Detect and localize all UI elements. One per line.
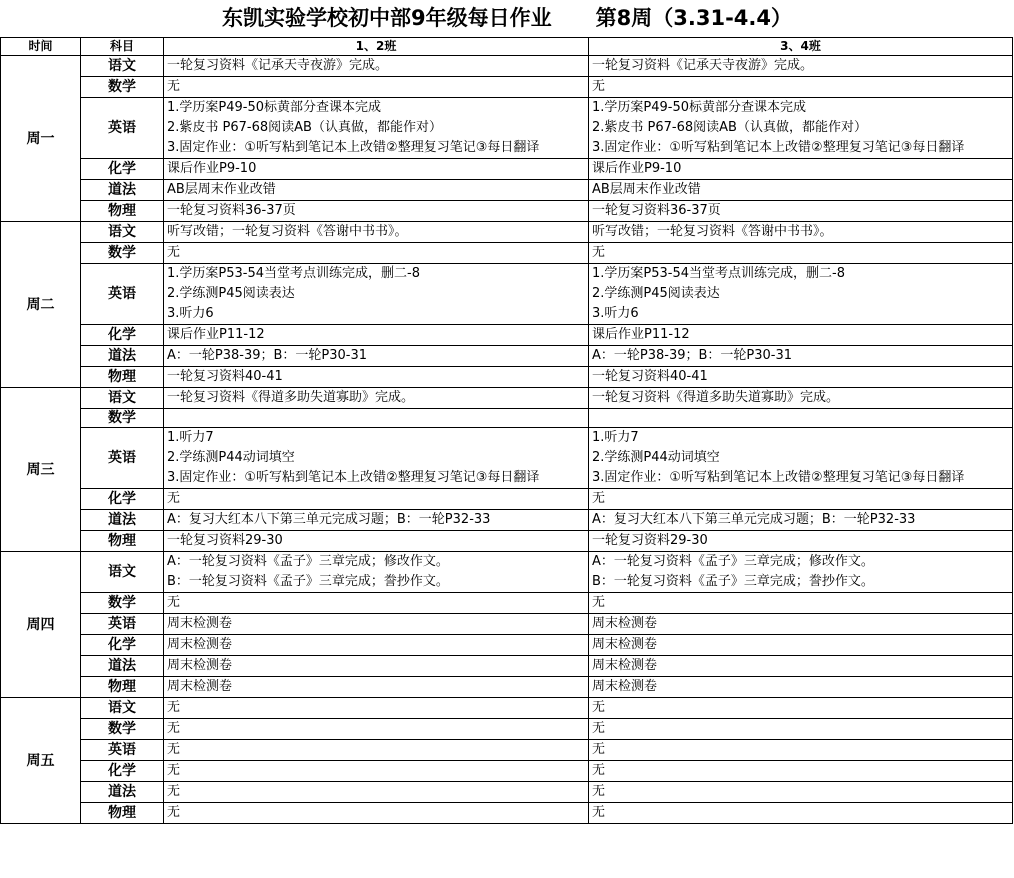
table-row [1,552,1013,593]
homework-cell-class-3-4 [589,428,1013,489]
homework-cell-class-1-2 [164,346,589,367]
homework-line: 3.固定作业：①听写粘到笔记本上改错②整理复习笔记③每日翻译 [592,470,965,485]
subject-label: 化学 [81,635,164,656]
day-label: 周五 [1,698,81,824]
homework-line: 周末检测卷 [592,637,658,652]
homework-line: 一轮复习资料40-41 [592,369,708,384]
homework-line: 周末检测卷 [167,658,233,673]
table-row [1,489,1013,510]
homework-cell-class-1-2 [164,222,589,243]
homework-line: 无 [592,79,606,94]
homework-line: 无 [592,805,606,820]
homework-cell-class-1-2 [164,782,589,803]
subject-label: 英语 [81,428,164,489]
homework-line: AB层周末作业改错 [167,182,276,197]
homework-cell-class-1-2 [164,761,589,782]
homework-line: 2.紫皮书 P67-68阅读AB（认真做，都能作对） [592,120,867,135]
homework-line: 无 [592,721,606,736]
homework-cell-class-1-2 [164,98,589,159]
homework-cell-class-3-4 [589,614,1013,635]
homework-line: 无 [592,595,606,610]
homework-cell-class-3-4 [589,552,1013,593]
homework-cell-class-3-4 [589,409,1013,428]
table-row [1,159,1013,180]
homework-line: 一轮复习资料29-30 [592,533,708,548]
subject-label: 数学 [81,77,164,98]
homework-cell-class-1-2 [164,56,589,77]
homework-cell-class-1-2 [164,656,589,677]
homework-line: 无 [592,784,606,799]
homework-line: 一轮复习资料36-37页 [592,203,721,218]
homework-cell-class-1-2 [164,552,589,593]
subject-label: 数学 [81,409,164,428]
homework-line: 一轮复习资料《记承天寺夜游》完成。 [167,58,389,73]
homework-line: 3.听力6 [167,306,214,321]
homework-line: 周末检测卷 [167,616,233,631]
subject-label: 英语 [81,614,164,635]
table-row [1,428,1013,489]
table-row [1,243,1013,264]
homework-line: A：一轮复习资料《孟子》三章完成；修改作文。 [167,554,449,569]
homework-line: 1.学历案P49-50标黄部分查课本完成 [592,100,807,115]
homework-line: 1.学历案P53-54当堂考点训练完成，删二-8 [167,266,420,281]
homework-cell-class-1-2 [164,635,589,656]
table-row [1,677,1013,698]
homework-cell-class-3-4 [589,346,1013,367]
homework-line: 周末检测卷 [167,679,233,694]
homework-line: 无 [167,491,181,506]
subject-label: 物理 [81,677,164,698]
table-row [1,635,1013,656]
table-row [1,698,1013,719]
homework-line: A：复习大红本八下第三单元完成习题；B：一轮P32-33 [592,512,916,527]
homework-line: B：一轮复习资料《孟子》三章完成；誊抄作文。 [592,574,874,589]
homework-cell-class-1-2 [164,698,589,719]
title-text: 东凯实验学校初中部9年级每日作业 [222,6,552,30]
homework-line: 无 [167,595,181,610]
homework-line: A：一轮复习资料《孟子》三章完成；修改作文。 [592,554,874,569]
homework-cell-class-1-2 [164,367,589,388]
table-row [1,740,1013,761]
page-title [0,0,1014,37]
homework-cell-class-3-4 [589,159,1013,180]
homework-cell-class-1-2 [164,614,589,635]
subject-label: 物理 [81,803,164,824]
homework-line: 无 [592,491,606,506]
homework-line: 无 [167,79,181,94]
subject-label: 化学 [81,325,164,346]
homework-line: 听写改错；一轮复习资料《答谢中书书》。 [592,224,833,239]
homework-cell-class-1-2 [164,428,589,489]
homework-line: 周末检测卷 [592,616,658,631]
homework-cell-class-1-2 [164,409,589,428]
subject-label: 道法 [81,782,164,803]
table-row [1,180,1013,201]
header-subject: 科目 [81,38,164,56]
table-row [1,761,1013,782]
homework-line: 3.固定作业：①听写粘到笔记本上改错②整理复习笔记③每日翻译 [167,140,540,155]
homework-line: 无 [167,784,181,799]
homework-cell-class-3-4 [589,243,1013,264]
subject-label: 英语 [81,98,164,159]
homework-cell-class-3-4 [589,222,1013,243]
homework-cell-class-1-2 [164,388,589,409]
table-row [1,614,1013,635]
homework-line: 周末检测卷 [592,679,658,694]
homework-cell-class-3-4 [589,510,1013,531]
homework-line: 一轮复习资料《得道多助失道寡助》完成。 [592,390,840,405]
subject-label: 语文 [81,222,164,243]
table-row [1,325,1013,346]
homework-cell-class-3-4 [589,656,1013,677]
subject-label: 化学 [81,489,164,510]
homework-cell-class-1-2 [164,510,589,531]
homework-cell-class-3-4 [589,719,1013,740]
subject-label: 化学 [81,159,164,180]
homework-line: 课后作业P11-12 [167,327,265,342]
subject-label: 英语 [81,264,164,325]
homework-cell-class-1-2 [164,325,589,346]
homework-cell-class-3-4 [589,761,1013,782]
table-row [1,656,1013,677]
homework-line: 2.学练测P45阅读表达 [592,286,720,301]
homework-cell-class-3-4 [589,325,1013,346]
subject-label: 道法 [81,180,164,201]
header-time: 时间 [1,38,81,56]
table-row [1,531,1013,552]
homework-line: 一轮复习资料《得道多助失道寡助》完成。 [167,390,415,405]
subject-label: 道法 [81,656,164,677]
table-row [1,510,1013,531]
homework-line: A：复习大红本八下第三单元完成习题；B：一轮P32-33 [167,512,491,527]
homework-line: 无 [167,763,181,778]
homework-cell-class-3-4 [589,367,1013,388]
homework-line: 课后作业P11-12 [592,327,690,342]
subject-label: 化学 [81,761,164,782]
homework-cell-class-1-2 [164,803,589,824]
day-label: 周一 [1,56,81,222]
homework-cell-class-1-2 [164,531,589,552]
homework-cell-class-1-2 [164,719,589,740]
homework-line: 一轮复习资料29-30 [167,533,283,548]
subject-label: 物理 [81,201,164,222]
day-label: 周四 [1,552,81,698]
homework-line: 无 [592,700,606,715]
homework-line: 周末检测卷 [167,637,233,652]
homework-line: 无 [167,245,181,260]
homework-cell-class-1-2 [164,201,589,222]
homework-line: 2.学练测P45阅读表达 [167,286,295,301]
homework-line: 一轮复习资料40-41 [167,369,283,384]
table-row [1,719,1013,740]
table-row [1,803,1013,824]
homework-cell-class-3-4 [589,677,1013,698]
homework-line: 无 [592,763,606,778]
homework-cell-class-1-2 [164,489,589,510]
homework-line: 3.固定作业：①听写粘到笔记本上改错②整理复习笔记③每日翻译 [592,140,965,155]
homework-line: 无 [167,721,181,736]
table-row [1,222,1013,243]
homework-table [0,37,1013,824]
homework-cell-class-3-4 [589,531,1013,552]
header-class-1-2: 1、2班 [164,38,589,56]
homework-line: 听写改错；一轮复习资料《答谢中书书》。 [167,224,408,239]
table-row [1,98,1013,159]
homework-cell-class-3-4 [589,56,1013,77]
homework-cell-class-3-4 [589,593,1013,614]
subject-label: 物理 [81,531,164,552]
homework-cell-class-1-2 [164,593,589,614]
homework-line: 无 [592,742,606,757]
subject-label: 道法 [81,346,164,367]
homework-line: 2.学练测P44动词填空 [592,450,720,465]
homework-line: 无 [167,700,181,715]
subject-label: 道法 [81,510,164,531]
homework-line: 一轮复习资料36-37页 [167,203,296,218]
homework-line: 课后作业P9-10 [167,161,257,176]
table-row [1,367,1013,388]
homework-line: A：一轮P38-39；B：一轮P30-31 [167,348,368,363]
homework-line: B：一轮复习资料《孟子》三章完成；誊抄作文。 [167,574,449,589]
homework-line: 无 [167,742,181,757]
homework-cell-class-3-4 [589,180,1013,201]
homework-cell-class-3-4 [589,698,1013,719]
subject-label: 物理 [81,367,164,388]
homework-cell-class-3-4 [589,98,1013,159]
day-label: 周三 [1,388,81,552]
homework-cell-class-1-2 [164,264,589,325]
homework-line: 无 [167,805,181,820]
subject-label: 语文 [81,552,164,593]
subject-label: 英语 [81,740,164,761]
day-label: 周二 [1,222,81,388]
table-row [1,56,1013,77]
table-row [1,409,1013,428]
table-row [1,77,1013,98]
homework-line: 3.听力6 [592,306,639,321]
homework-cell-class-1-2 [164,740,589,761]
homework-line: 周末检测卷 [592,658,658,673]
homework-line: 一轮复习资料《记承天寺夜游》完成。 [592,58,814,73]
homework-cell-class-3-4 [589,635,1013,656]
homework-cell-class-3-4 [589,740,1013,761]
homework-cell-class-3-4 [589,201,1013,222]
subject-label: 数学 [81,719,164,740]
homework-line: AB层周末作业改错 [592,182,701,197]
homework-cell-class-1-2 [164,159,589,180]
homework-line: 2.学练测P44动词填空 [167,450,295,465]
table-row [1,388,1013,409]
homework-cell-class-3-4 [589,489,1013,510]
homework-cell-class-3-4 [589,782,1013,803]
header-class-3-4: 3、4班 [589,38,1013,56]
table-row [1,593,1013,614]
homework-line: 课后作业P9-10 [592,161,682,176]
table-row [1,782,1013,803]
homework-line: 无 [592,245,606,260]
homework-line: 3.固定作业：①听写粘到笔记本上改错②整理复习笔记③每日翻译 [167,470,540,485]
homework-cell-class-3-4 [589,803,1013,824]
header-row [1,38,1013,56]
table-row [1,201,1013,222]
subject-label: 数学 [81,593,164,614]
homework-line: 1.学历案P49-50标黄部分查课本完成 [167,100,382,115]
subject-label: 语文 [81,56,164,77]
homework-cell-class-3-4 [589,388,1013,409]
homework-cell-class-1-2 [164,180,589,201]
homework-cell-class-1-2 [164,677,589,698]
homework-line: 2.紫皮书 P67-68阅读AB（认真做，都能作对） [167,120,442,135]
homework-line: 1.听力7 [592,430,639,445]
homework-line: 1.听力7 [167,430,214,445]
week-label: 第8周（3.31-4.4） [595,6,792,30]
table-body [1,56,1013,824]
subject-label: 数学 [81,243,164,264]
subject-label: 语文 [81,388,164,409]
table-row [1,264,1013,325]
homework-line: A：一轮P38-39；B：一轮P30-31 [592,348,793,363]
table-row [1,346,1013,367]
homework-line: 1.学历案P53-54当堂考点训练完成，删二-8 [592,266,845,281]
homework-cell-class-1-2 [164,77,589,98]
homework-cell-class-1-2 [164,243,589,264]
homework-cell-class-3-4 [589,77,1013,98]
subject-label: 语文 [81,698,164,719]
homework-cell-class-3-4 [589,264,1013,325]
